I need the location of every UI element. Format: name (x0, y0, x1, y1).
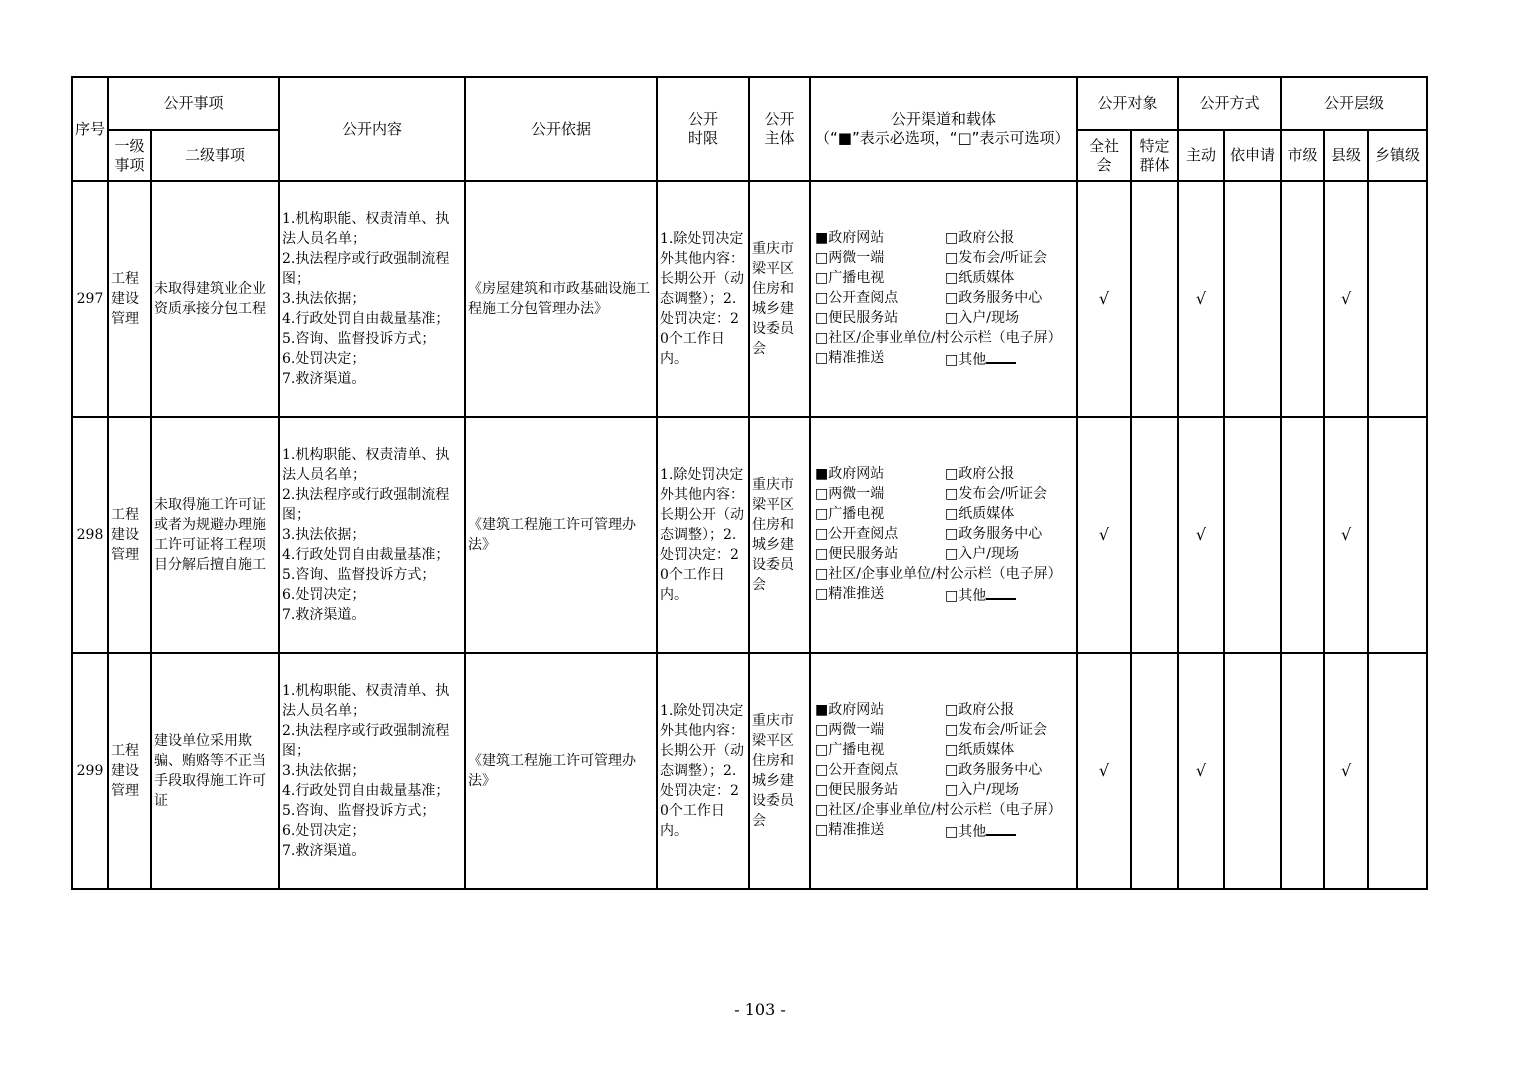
row-seq: 298 (72, 417, 108, 653)
col-seq: 序号 (72, 77, 108, 181)
row-basis: 《房屋建筑和市政基础设施工程施工分包管理办法》 (465, 181, 657, 417)
row-subject: 重庆市梁平区住房和城乡建设委员会 (749, 181, 810, 417)
cell-level-city (1281, 181, 1324, 417)
check-level-county: √ (1324, 417, 1368, 653)
table-row (72, 653, 1427, 889)
check-mode-active: √ (1178, 417, 1224, 653)
row-deadline: 1.除处罚决定外其他内容：长期公开（动态调整）；2.处罚决定：20个工作日内。 (657, 653, 749, 889)
row-content: 1.机构职能、权责清单、执法人员名单； 2.执法程序或行政强制流程图； 3.执法依据； 4.行政处罚自由裁量基准； 5.咨询、监督投诉方式； 6.处罚决定； 7.救济渠道。 (279, 653, 465, 889)
cell-level-town (1368, 653, 1427, 889)
row-content: 1.机构职能、权责清单、执法人员名单； 2.执法程序或行政强制流程图； 3.执法依据； 4.行政处罚自由裁量基准； 5.咨询、监督投诉方式； 6.处罚决定； 7.救济渠道。 (279, 417, 465, 653)
cell-target-specific (1131, 653, 1178, 889)
col-level-town: 乡镇级 (1368, 130, 1427, 181)
col-mode: 公开方式 (1178, 77, 1281, 130)
col-level-county: 县级 (1324, 130, 1368, 181)
col-deadline: 公开时限 (657, 77, 749, 181)
check-target-all: √ (1077, 417, 1131, 653)
row-item-l2: 未取得建筑业企业资质承接分包工程 (151, 181, 279, 417)
cell-level-town (1368, 181, 1427, 417)
row-subject: 重庆市梁平区住房和城乡建设委员会 (749, 417, 810, 653)
col-item: 公开事项 (108, 77, 279, 130)
row-subject: 重庆市梁平区住房和城乡建设委员会 (749, 653, 810, 889)
cell-level-city (1281, 417, 1324, 653)
check-target-all: √ (1077, 181, 1131, 417)
row-seq: 299 (72, 653, 108, 889)
col-level-city: 市级 (1281, 130, 1324, 181)
col-channel: 公开渠道和载体 （“■”表示必选项，“□”表示可选项） (810, 77, 1077, 181)
row-item-l1: 工程建设管理 (108, 181, 151, 417)
col-level: 公开层级 (1281, 77, 1427, 130)
col-mode-active: 主动 (1178, 130, 1224, 181)
table-row (72, 417, 1427, 653)
row-item-l1: 工程建设管理 (108, 653, 151, 889)
row-channels: ■政府网站 □政府公报 □两微一端 □发布会/听证会 □广播电视 □纸质媒体 □公开查阅点 □政务服务中心 □便民服务站 □入户/现场 □社区/企事业单位/村公示栏（电子屏） □精准推送 □其他 (810, 653, 1077, 889)
table-row (72, 181, 1427, 417)
page-number: - 103 - (734, 1000, 786, 1019)
check-mode-active: √ (1178, 181, 1224, 417)
cell-target-specific (1131, 417, 1178, 653)
row-seq: 297 (72, 181, 108, 417)
col-mode-apply: 依申请 (1224, 130, 1281, 181)
row-channels: ■政府网站 □政府公报 □两微一端 □发布会/听证会 □广播电视 □纸质媒体 □公开查阅点 □政务服务中心 □便民服务站 □入户/现场 □社区/企事业单位/村公示栏（电子屏） □精准推送 □其他 (810, 181, 1077, 417)
cell-mode-apply (1224, 653, 1281, 889)
header-row-1 (72, 77, 1427, 130)
row-deadline: 1.除处罚决定外其他内容：长期公开（动态调整）；2.处罚决定：20个工作日内。 (657, 181, 749, 417)
col-item-l1: 一级事项 (108, 130, 151, 181)
row-basis: 《建筑工程施工许可管理办法》 (465, 417, 657, 653)
cell-level-town (1368, 417, 1427, 653)
cell-mode-apply (1224, 181, 1281, 417)
col-target: 公开对象 (1077, 77, 1178, 130)
row-item-l2: 建设单位采用欺骗、贿赂等不正当手段取得施工许可证 (151, 653, 279, 889)
row-item-l2: 未取得施工许可证或者为规避办理施工许可证将工程项目分解后擅自施工 (151, 417, 279, 653)
col-subject: 公开主体 (749, 77, 810, 181)
row-content: 1.机构职能、权责清单、执法人员名单； 2.执法程序或行政强制流程图； 3.执法依据； 4.行政处罚自由裁量基准； 5.咨询、监督投诉方式； 6.处罚决定； 7.救济渠道。 (279, 181, 465, 417)
row-item-l1: 工程建设管理 (108, 417, 151, 653)
cell-level-city (1281, 653, 1324, 889)
check-level-county: √ (1324, 181, 1368, 417)
col-target-all: 全社会 (1077, 130, 1131, 181)
col-item-l2: 二级事项 (151, 130, 279, 181)
check-mode-active: √ (1178, 653, 1224, 889)
col-content: 公开内容 (279, 77, 465, 181)
check-level-county: √ (1324, 653, 1368, 889)
disclosure-table (71, 76, 1428, 890)
row-deadline: 1.除处罚决定外其他内容：长期公开（动态调整）；2.处罚决定：20个工作日内。 (657, 417, 749, 653)
row-basis: 《建筑工程施工许可管理办法》 (465, 653, 657, 889)
check-target-all: √ (1077, 653, 1131, 889)
cell-mode-apply (1224, 417, 1281, 653)
row-channels: ■政府网站 □政府公报 □两微一端 □发布会/听证会 □广播电视 □纸质媒体 □公开查阅点 □政务服务中心 □便民服务站 □入户/现场 □社区/企事业单位/村公示栏（电子屏） □精准推送 □其他 (810, 417, 1077, 653)
col-target-specific: 特定群体 (1131, 130, 1178, 181)
col-basis: 公开依据 (465, 77, 657, 181)
cell-target-specific (1131, 181, 1178, 417)
